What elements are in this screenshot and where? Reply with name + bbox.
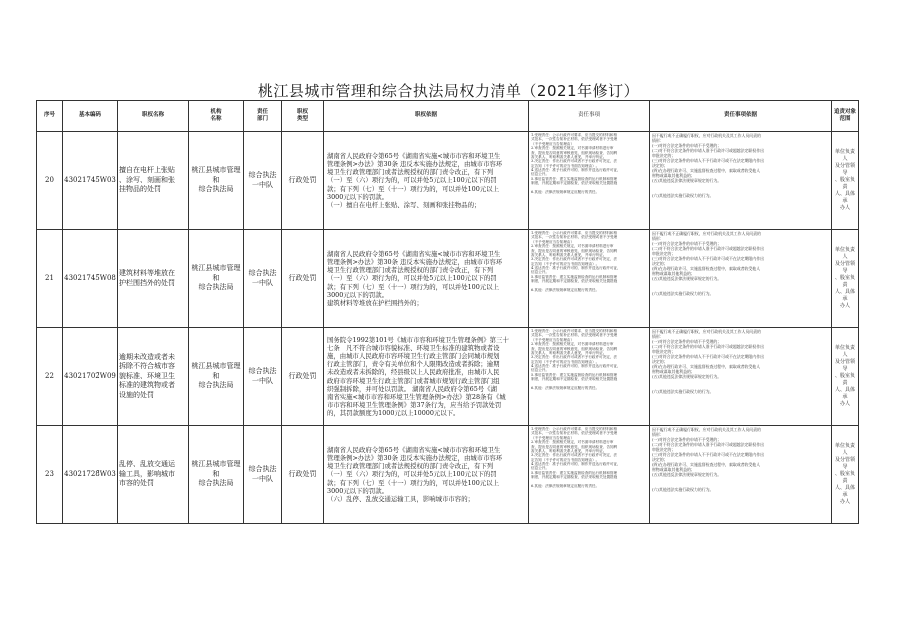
cell-obj-line: 办人 (839, 303, 850, 309)
cell-org-line: 桃江县城市管理和 (191, 460, 241, 478)
cell-dutybasis-line: (三)对符合法定条件的申请人不予行政许可或不在法定期限内作出 (652, 354, 764, 359)
cell-name-line: 建筑材料等堆放在 (119, 269, 175, 278)
cell-obj (832, 426, 859, 524)
page-title: 桃江县城市管理和综合执法局权力清单（2021年修订） (257, 82, 640, 100)
cell-basis (324, 328, 529, 426)
cell-duty-line: 3.决定责任：作出行政许可或者不予行政许可决定，法 (531, 257, 618, 262)
cell-duty-line: 3.决定责任：作出行政许可或者不予行政许可决定，法 (531, 159, 618, 164)
cell-dept (244, 230, 282, 328)
cell-org-line: 综合执法局 (198, 381, 234, 390)
cell-duty-line: 害关系人、听取利害关系人意见，并举行听证。 (531, 252, 607, 257)
cell-duty-line: （不予受理应当告知理由） (531, 239, 575, 244)
cell-duty-line: 2.审查责任：按照相关规定，对书面申请材料进行审 (531, 440, 614, 445)
cell-dutybasis-line: (二)对不符合法定条件的申请人准予行政许可或超越法定职权作出 (652, 148, 764, 153)
cell-duty-line: 定告知（不予许可的应当书面告知理由）。 (531, 163, 600, 168)
cell-basis-line: 湖南省人民政府令第65号《湖南省实施<城市市容和环境卫生 (327, 249, 501, 258)
cell-basis-line: 政府市容环境卫生行政主管部门或者城市规划行政主管部门组 (327, 376, 500, 385)
cell-obj-line: 办人 (839, 205, 850, 211)
header-basis: 职权依据 (324, 101, 529, 132)
cell-dutybasis-line: (四)在办理行政许可、实施监督检查过程中，索取或者收受他人 (652, 364, 761, 369)
cell-dept-line: 综合执法 (248, 171, 277, 180)
cell-name-line: 标准的建筑物或者 (119, 381, 175, 390)
cell-obj-line: 及分管领导 (834, 359, 855, 372)
cell-obj-line: 单位负责人 (834, 247, 855, 260)
cell-dutybasis-line: (二)对不符合法定条件的申请人准予行政许可或超越法定职权作出 (652, 442, 764, 447)
cell-org-line: 综合执法局 (198, 185, 234, 194)
cell-duty-line: 4.送达责任：准予行政许可的，制作并送达行政许可证， (531, 266, 621, 270)
cell-basis (324, 426, 529, 524)
cell-duty-line: 1.受理责任：公示行政许可要求、应当提交的材料和格 (531, 427, 618, 431)
cell-org (189, 426, 244, 524)
cell-duty-line: （不予受理应当告知理由） (531, 141, 575, 146)
cell-duty-line: 2.审查责任：按照相关规定，对书面申请材料进行审 (531, 342, 614, 347)
cell-name-line: 、涂写、刻画和张 (119, 175, 175, 184)
cell-dutybasis-line: 因不履行或不正确履行职权，应对行政机关及其工作人员问责的 (652, 133, 761, 138)
cell-basis-line: 行政主管部门，责令有关单位和个人限期改造或者拆除；逾期 (327, 360, 500, 369)
table-row (37, 328, 859, 426)
cell-name (118, 230, 189, 328)
cell-dept (244, 426, 282, 524)
cell-dutybasis-line: (一)对符合法定条件的申请不予受理的； (652, 241, 722, 246)
cell-duty (529, 230, 650, 328)
header-org: 机构 名称 (189, 101, 244, 132)
cell-obj-line: 、股室负责 (834, 275, 855, 288)
cell-basis-line: 管理条例>办法》第30条 违反本实施办法规定，由城市市容环 (327, 258, 503, 267)
cell-duty-line: 信息公开。 (531, 172, 549, 177)
cell-duty-line: 害关系人、听取利害关系人意见，并举行听证。 (531, 448, 607, 453)
cell-basis-line: 3000元以下的罚款。 (327, 290, 388, 299)
cell-duty-line: 式范本，一次性告知补正材料，依法受理或者不予受理 (531, 235, 618, 240)
cell-dutybasis-line: (五)其他违反法律法规规章规定的行为。 (652, 472, 722, 477)
cell-dutybasis-line: 审批决定的； (652, 251, 676, 256)
cell-dutybasis-line: 财物或谋取其他利益的； (652, 467, 695, 472)
cell-dept-line: 综合执法 (248, 367, 277, 376)
cell-dutybasis-line: 决定的； (652, 261, 668, 266)
cell-basis-line: 款；有下列（七）至（十一）项行为的，可以并处100元以上 (327, 478, 499, 487)
header-duty: 责任事项 (529, 101, 650, 132)
cell-basis-line: 南省实施<城市市容和环境卫生管理条例>办法》第28条有《城 (327, 392, 506, 401)
cell-dutybasis-line: (一)对符合法定条件的申请不予受理的； (652, 339, 722, 344)
cell-dutybasis-line: (六)其他违法实施行政权力的行为。 (652, 291, 714, 296)
cell-dutybasis-line: 财物或谋取其他利益的； (652, 271, 695, 276)
cell-basis-line: 管理条例>办法》第30条 违反本实施办法规定，由城市市容环 (327, 454, 503, 463)
cell-dutybasis-line: 因不履行或不正确履行职权，应对行政机关及其工作人员问责的 (652, 427, 761, 432)
cell-obj (832, 132, 859, 230)
cell-duty-line: （不予受理应当告知理由） (531, 337, 575, 342)
cell-dutybasis-line: 情形： (652, 432, 664, 437)
cell-duty-line: 查，提出是否同意的审核意见，组织现场检查、告知利 (531, 150, 618, 155)
cell-basis-line: 的，其罚款额度为1000元以上10000元以下。 (327, 409, 460, 418)
cell-org-line: 桃江县城市管理和 (191, 264, 241, 282)
cell-basis (324, 230, 529, 328)
cell-duty-line: 6.其他：法律法规规章规定应履行的责任。 (531, 189, 600, 194)
cell-duty-line: 式范本，一次性告知补正材料，依法受理或者不予受理 (531, 137, 618, 142)
cell-basis-line: 湖南省人民政府令第65号《湖南省实施<城市市容和环境卫生 (327, 445, 501, 454)
cell-dutybasis (650, 132, 832, 230)
cell-seq: 23 (37, 426, 63, 524)
cell-duty-line: 定告知（不予许可的应当书面告知理由）。 (531, 359, 600, 364)
cell-duty-line: 5.事后监管责任：建立实施监督检查的运行机制和管理 (531, 372, 618, 377)
cell-name (118, 328, 189, 426)
cell-basis-line: 境卫生行政管理部门或者法规授权的部门责令改正，有下列 (327, 168, 494, 177)
cell-duty-line: 6.其他：法律法规规章规定应履行的责任。 (531, 483, 600, 488)
cell-obj-line: 人、具体承 (834, 485, 855, 498)
cell-org-line: 综合执法局 (198, 479, 234, 488)
cell-type: 行政处罚 (282, 132, 324, 230)
cell-name (118, 132, 189, 230)
cell-basis-line: （一）至（六）项行为的，可以并处5元以上100元以下的罚 (327, 176, 497, 185)
cell-basis-line: 湖南省人民政府令第65号《湖南省实施<城市市容和环境卫生 (327, 151, 501, 160)
cell-basis-line: 国务院令1992第101号《城市市容和环境卫生管理条例》第三十 (327, 335, 509, 344)
cell-dept (244, 328, 282, 426)
cell-code: 43021745̈W08 (63, 230, 118, 328)
cell-duty (529, 132, 650, 230)
cell-basis-line: （一）擅自在电杆上张贴、涂写、刻画和张挂物品的； (327, 200, 481, 209)
cell-org-line: 综合执法局 (198, 283, 234, 292)
cell-code: 43021702̈W09 (63, 328, 118, 426)
cell-duty-line: 式范本，一次性告知补正材料，依法受理或者不予受理 (531, 431, 618, 436)
cell-code: 43021745̈W03 (63, 132, 118, 230)
cell-duty-line: 6.其他：法律法规规章规定应履行的责任。 (531, 287, 600, 292)
cell-type: 行政处罚 (282, 328, 324, 426)
cell-duty-line: 4.送达责任：准予行政许可的，制作并送达行政许可证， (531, 364, 621, 368)
cell-name-line: 擅自在电杆上张贴 (119, 166, 175, 175)
cell-obj-line: 人、具体承 (834, 387, 855, 400)
cell-basis-line: 款；有下列（七）至（十一）项行为的，可以并处100元以上 (327, 282, 499, 291)
table-row (37, 426, 859, 524)
cell-basis-line: 施，由城市人民政府市容环境卫生行政主管部门会同城市规划 (327, 351, 500, 360)
cell-duty-line: 查，提出是否同意的审核意见，组织现场检查、告知利 (531, 346, 618, 351)
cell-name-line: 挂物品的处罚 (119, 185, 161, 194)
cell-dutybasis-line: (一)对符合法定条件的申请不予受理的； (652, 437, 722, 442)
cell-org-line: 桃江县城市管理和 (191, 166, 241, 184)
cell-name-line: 拆除不符合城市容 (119, 362, 175, 371)
cell-dutybasis-line: 决定的； (652, 457, 668, 462)
cell-basis-line: 境卫生行政管理部门或者法规授权的部门责令改正，有下列 (327, 266, 494, 275)
cell-obj-line: 及分管领导 (834, 261, 855, 274)
cell-name-line: 设施的处罚 (119, 390, 154, 399)
cell-dutybasis-line: (二)对不符合法定条件的申请人准予行政许可或超越法定职权作出 (652, 344, 764, 349)
cell-dutybasis-line: (六)其他违法实施行政权力的行为。 (652, 389, 714, 394)
cell-dutybasis-line: (一)对符合法定条件的申请不予受理的； (652, 143, 722, 148)
cell-basis-line: 3000元以下的罚款。 (327, 192, 388, 201)
cell-dutybasis-line: 财物或谋取其他利益的； (652, 173, 695, 178)
cell-dept-line: 一中队 (252, 180, 273, 189)
cell-duty (529, 426, 650, 524)
cell-org (189, 328, 244, 426)
cell-duty-line: 害关系人、听取利害关系人意见，并举行听证。 (531, 350, 607, 355)
header-row (37, 101, 859, 132)
cell-duty-line: 制度，开展定期和不定期检查，依法采取相关处置措施 (531, 377, 618, 382)
header-obj: 追责对象 范围 (832, 101, 859, 132)
cell-name-line: 逾期未改造或者未 (119, 352, 175, 361)
cell-duty-line: 1.受理责任：公示行政许可要求、应当提交的材料和格 (531, 133, 618, 137)
cell-dutybasis-line: 决定的； (652, 163, 668, 168)
cell-obj (832, 230, 859, 328)
cell-dept-line: 一中队 (252, 474, 273, 483)
cell-dutybasis-line: (六)其他违法实施行政权力的行为。 (652, 487, 714, 492)
header-dutybasis: 责任事项依据 (650, 101, 832, 132)
cell-dutybasis-line: (四)在办理行政许可、实施监督检查过程中，索取或者收受他人 (652, 266, 761, 271)
cell-basis-line: （六）乱停、乱放交通运输工具，影响城市市容的； (327, 494, 474, 503)
cell-obj-line: 单位负责人 (834, 149, 855, 162)
cell-obj-line: 办人 (839, 499, 850, 505)
cell-dutybasis (650, 426, 832, 524)
cell-obj-line: 、股室负责 (834, 471, 855, 484)
cell-obj-line: 、股室负责 (834, 373, 855, 386)
cell-dutybasis-line: 审批决定的； (652, 153, 676, 158)
cell-duty-line: 信息公开。 (531, 368, 549, 373)
table-row (37, 132, 859, 230)
cell-duty-line: 查，提出是否同意的审核意见，组织现场检查、告知利 (531, 444, 618, 449)
cell-dept-line: 一中队 (252, 376, 273, 385)
cell-duty-line: 3.决定责任：作出行政许可或者不予行政许可决定，法 (531, 355, 618, 360)
cell-dutybasis-line: 审批决定的； (652, 447, 676, 452)
table-row (37, 230, 859, 328)
cell-name (118, 426, 189, 524)
cell-dutybasis-line: (六)其他违法实施行政权力的行为。 (652, 193, 714, 198)
cell-duty-line: 信息公开。 (531, 270, 549, 275)
cell-dept-line: 综合执法 (248, 269, 277, 278)
cell-duty-line: 查，提出是否同意的审核意见，组织现场检查、告知利 (531, 248, 618, 253)
cell-seq: 20 (37, 132, 63, 230)
cell-duty-line: 定告知（不予许可的应当书面告知理由）。 (531, 261, 600, 266)
cell-dutybasis-line: 情形： (652, 236, 664, 241)
cell-duty (529, 328, 650, 426)
cell-name-line: 乱停、乱放交通运 (119, 460, 175, 469)
header-name: 职权名称 (118, 101, 189, 132)
power-list-table (36, 100, 859, 524)
cell-dutybasis-line: (三)对符合法定条件的申请人不予行政许可或不在法定期限内作出 (652, 158, 764, 163)
cell-org (189, 230, 244, 328)
cell-dutybasis-line: 审批决定的； (652, 349, 676, 354)
cell-basis-line: 建筑材料等堆放在护栏围挡外的； (327, 298, 423, 307)
cell-dutybasis-line: (五)其他违反法律法规规章规定的行为。 (652, 178, 722, 183)
cell-obj-line: 人、具体承 (834, 289, 855, 302)
header-seq: 序号 (37, 101, 63, 132)
cell-dutybasis-line: (四)在办理行政许可、实施监督检查过程中，索取或者收受他人 (652, 168, 761, 173)
cell-dutybasis-line: (三)对符合法定条件的申请人不予行政许可或不在法定期限内作出 (652, 452, 764, 457)
cell-duty-line: 5.事后监管责任：建立实施监督检查的运行机制和管理 (531, 470, 618, 475)
cell-duty-line: 制度，开展定期和不定期检查，依法采取相关处置措施 (531, 181, 618, 186)
cell-seq: 21 (37, 230, 63, 328)
cell-obj-line: 办人 (839, 401, 850, 407)
cell-dutybasis-line: 财物或谋取其他利益的； (652, 369, 695, 374)
cell-duty-line: 5.事后监管责任：建立实施监督检查的运行机制和管理 (531, 176, 618, 181)
cell-obj-line: 单位负责人 (834, 443, 855, 456)
cell-duty-line: 信息公开。 (531, 466, 549, 471)
cell-dept-line: 综合执法 (248, 465, 277, 474)
cell-duty-line: 4.送达责任：准予行政许可的，制作并送达行政许可证， (531, 168, 621, 172)
cell-obj-line: 、股室负责 (834, 177, 855, 190)
cell-duty-line: 2.审查责任：按照相关规定，对书面申请材料进行审 (531, 244, 614, 249)
cell-dutybasis (650, 328, 832, 426)
cell-seq: 22 (37, 328, 63, 426)
cell-name-line: 输工具，影响城市 (119, 469, 175, 478)
cell-duty-line: 4.送达责任：准予行政许可的，制作并送达行政许可证， (531, 462, 621, 466)
cell-basis-line: （一）至（六）项行为的，可以并处5元以上100元以下的罚 (327, 274, 497, 283)
cell-dept (244, 132, 282, 230)
cell-name-line: 貌标准、环境卫生 (119, 371, 175, 380)
cell-duty-line: 1.受理责任：公示行政许可要求、应当提交的材料和格 (531, 231, 618, 235)
cell-dutybasis-line: 情形： (652, 334, 664, 339)
header-type: 职权 类型 (282, 101, 324, 132)
cell-basis-line: 3000元以下的罚款。 (327, 486, 388, 495)
cell-obj-line: 及分管领导 (834, 457, 855, 470)
cell-dutybasis-line: 情形： (652, 138, 664, 143)
cell-name-line: 市容的处罚 (119, 479, 154, 488)
cell-org-line: 桃江县城市管理和 (191, 362, 241, 380)
cell-duty-line: 6.其他：法律法规规章规定应履行的责任。 (531, 385, 600, 390)
cell-obj-line: 人、具体承 (834, 191, 855, 204)
cell-dutybasis (650, 230, 832, 328)
cell-duty-line: 式范本，一次性告知补正材料，依法受理或者不予受理 (531, 333, 618, 338)
cell-basis-line: 织强制拆除，并可处以罚款。 湖南省人民政府令第65号《湖 (327, 384, 497, 393)
cell-basis-line: 市市容和环境卫生管理条例》第37条行为，应当给予罚款处罚 (327, 401, 502, 410)
cell-basis-line: 管理条例>办法》第30条 违反本实施办法规定，由城市市容环 (327, 160, 503, 169)
cell-obj-line: 单位负责人 (834, 345, 855, 358)
cell-type: 行政处罚 (282, 426, 324, 524)
cell-duty-line: 制度，开展定期和不定期检查，依法采取相关处置措施 (531, 475, 618, 480)
cell-obj (832, 328, 859, 426)
cell-code: 43021728̈W03 (63, 426, 118, 524)
cell-duty-line: 5.事后监管责任：建立实施监督检查的运行机制和管理 (531, 274, 618, 279)
cell-basis-line: 境卫生行政管理部门或者法规授权的部门责令改正，有下列 (327, 462, 494, 471)
header-code: 基本编码 (63, 101, 118, 132)
cell-name-line: 护栏围挡外的处罚 (119, 278, 175, 287)
cell-dutybasis-line: 因不履行或不正确履行职权，应对行政机关及其工作人员问责的 (652, 329, 761, 334)
cell-basis-line: 未改造或者未拆除的，经县级以上人民政府批准，由城市人民 (327, 368, 500, 377)
cell-duty-line: 害关系人、听取利害关系人意见，并举行听证。 (531, 154, 607, 159)
cell-basis-line: （一）至（六）项行为的，可以并处5元以上100元以下的罚 (327, 470, 497, 479)
cell-basis-line: 款；有下列（七）至（十一）项行为的，可以并处100元以上 (327, 184, 499, 193)
cell-dutybasis-line: (四)在办理行政许可、实施监督检查过程中，索取或者收受他人 (652, 462, 761, 467)
cell-duty-line: 2.审查责任：按照相关规定，对书面申请材料进行审 (531, 146, 614, 151)
cell-duty-line: 定告知（不予许可的应当书面告知理由）。 (531, 457, 600, 462)
cell-dutybasis-line: 因不履行或不正确履行职权，应对行政机关及其工作人员问责的 (652, 231, 761, 236)
cell-dutybasis-line: (五)其他违反法律法规规章规定的行为。 (652, 374, 722, 379)
cell-dutybasis-line: 决定的； (652, 359, 668, 364)
cell-dept-line: 一中队 (252, 278, 273, 287)
cell-duty-line: 1.受理责任：公示行政许可要求、应当提交的材料和格 (531, 329, 618, 333)
cell-org (189, 132, 244, 230)
cell-duty-line: 制度，开展定期和不定期检查，依法采取相关处置措施 (531, 279, 618, 284)
cell-duty-line: （不予受理应当告知理由） (531, 435, 575, 440)
cell-basis-line: 七条 凡不符合城市容貌标准、环境卫生标准的建筑物或者设 (327, 343, 500, 352)
cell-dutybasis-line: (二)对不符合法定条件的申请人准予行政许可或超越法定职权作出 (652, 246, 764, 251)
header-dept: 责任 部门 (244, 101, 282, 132)
cell-obj-line: 及分管领导 (834, 163, 855, 176)
cell-type: 行政处罚 (282, 230, 324, 328)
cell-basis (324, 132, 529, 230)
cell-dutybasis-line: (三)对符合法定条件的申请人不予行政许可或不在法定期限内作出 (652, 256, 764, 261)
cell-duty-line: 3.决定责任：作出行政许可或者不予行政许可决定，法 (531, 453, 618, 458)
cell-dutybasis-line: (五)其他违反法律法规规章规定的行为。 (652, 276, 722, 281)
